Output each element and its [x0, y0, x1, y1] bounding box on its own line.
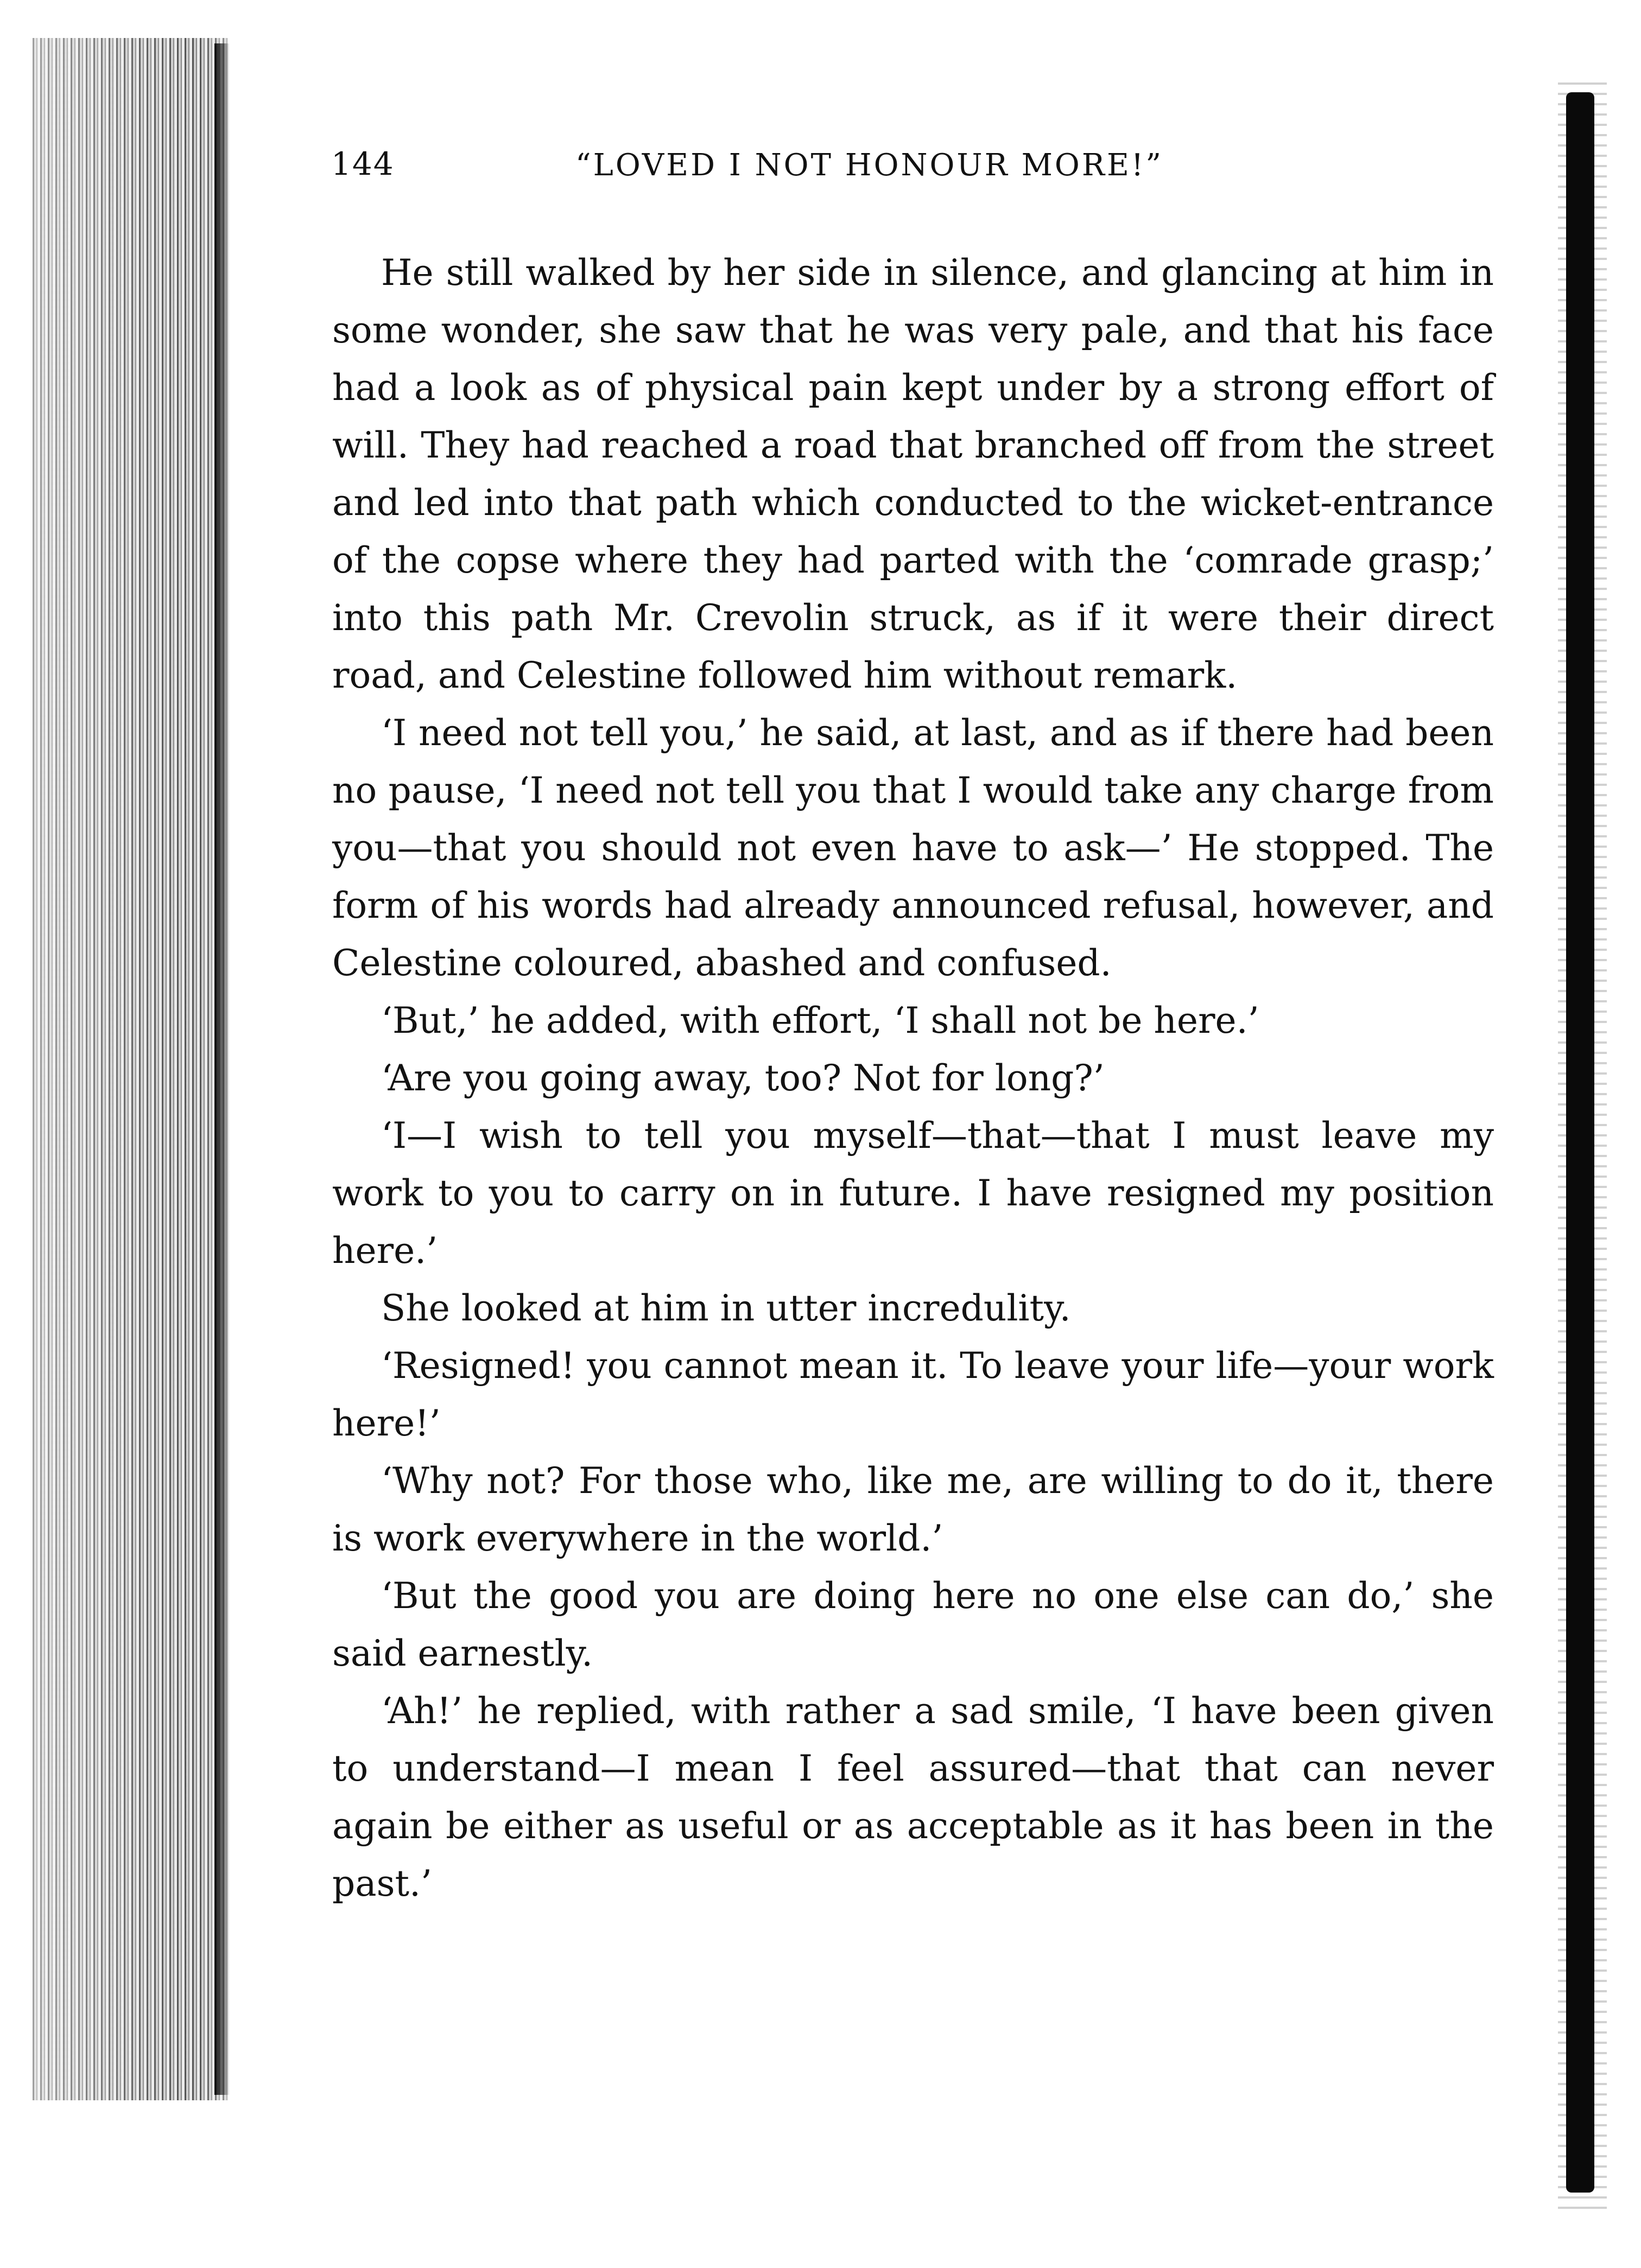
paragraph: ‘I need not tell you,’ he said, at last, and as if there had been no pause, ‘I need not tell you that I would take any charge from you—that you should not even have to ask—’ He stopped. The form of his words had already announced refusal, however, and Celestine coloured, abashed and confused. [332, 712, 1494, 984]
paragraph: ‘But the good you are doing here no one else can do,’ she said earnestly. [332, 1575, 1494, 1674]
scan-gutter-edge [214, 43, 230, 2095]
scan-right-edge-shadow [1566, 92, 1594, 2193]
paragraph: ‘Resigned! you cannot mean it. To leave your life—your work here!’ [332, 1345, 1494, 1444]
paragraph: ‘Why not? For those who, like me, are willing to do it, there is work everywhere in the world.’ [332, 1460, 1494, 1559]
paragraph: He still walked by her side in silence, and glancing at him in some wonder, she saw that he was very pale, and that his face had a look as of physical pain kept under by a strong effort of will. They had reached a road that branched off from the street and led into that path which conducted to the wicket-entrance of the copse where they had parted with the ‘comrade grasp;’ into this path Mr. Crevolin struck, as if it were their direct road, and Celestine followed him without remark. [332, 252, 1494, 696]
running-title: “LOVED I NOT HONOUR MORE!” [575, 148, 1163, 183]
page-number: 144 [331, 145, 395, 182]
scan-gutter-shadow [33, 38, 228, 2100]
paragraph: ‘I—I wish to tell you myself—that—that I must leave my work to you to carry on in future. I have resigned my position here.’ [332, 1115, 1494, 1272]
paragraph: She looked at him in utter incredulity. [381, 1287, 1071, 1329]
paragraph: ‘Ah!’ he replied, with rather a sad smile, ‘I have been given to understand—I mean I feel assured—that that can never again be either as useful or as acceptable as it has been in the past.’ [332, 1690, 1494, 1904]
paragraph: ‘But,’ he added, with effort, ‘I shall not be here.’ [381, 1000, 1259, 1041]
body-text [332, 244, 1494, 1913]
paragraph: ‘Are you going away, too? Not for long?’ [381, 1057, 1105, 1099]
